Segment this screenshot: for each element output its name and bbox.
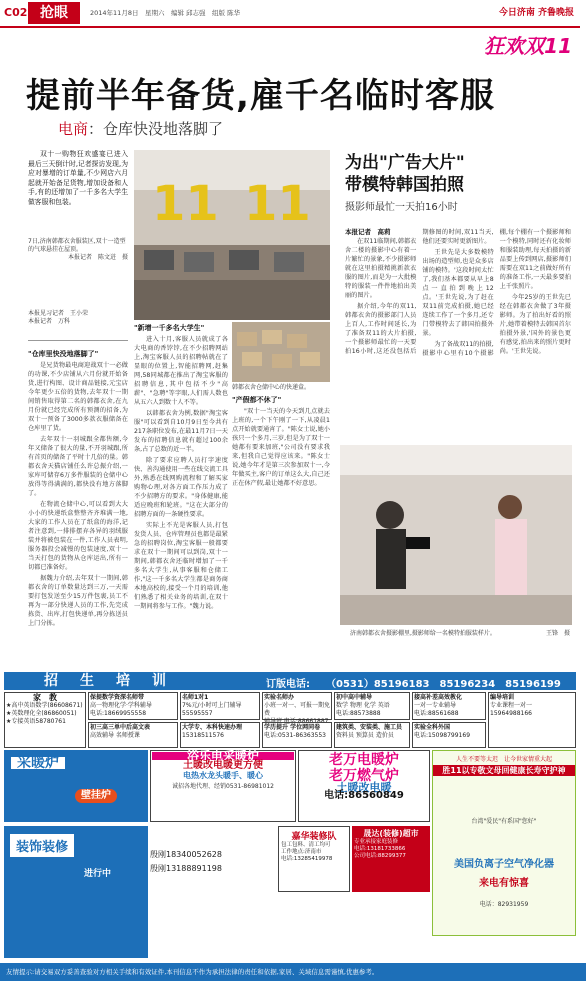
ad-deco-box: 装饰装修 进行中 [4, 826, 148, 958]
ad-school8: 大学专、本科快速办理 15318511576 [180, 722, 260, 748]
issue-meta: 2014年11月8日 星期六 编辑 邱志强 组版 陈华 [90, 9, 241, 17]
ad-school11: 实验全科外国 电话:15098799169 [412, 722, 486, 748]
main-headline: 提前半年备货,雇千名临时客服 [26, 76, 495, 116]
svg-text:11: 11 [152, 176, 219, 232]
ad-school1: 保提数学资深名师带 高一物理化学·学科辅导 电话:18669955558 [88, 692, 178, 720]
page-number: C02 [4, 6, 28, 19]
ads-banner [4, 672, 576, 690]
article2-title1: 为出"广告大片" [345, 153, 465, 173]
deco-phone2: 殷刚13188891198 [150, 864, 222, 873]
ad-school4: 初中高中辅导 数学 物理 化学 英语 电话:88573888 [334, 692, 410, 720]
lead-paragraph: 双十一购物狂欢盛宴已进入最后三天倒计时,记者探访发现,为应对暴增的订单量,不少网店六月起就开始备足货物,增加设备和人手,有的还增加了一千多名大学生做客服和包装。 [28, 150, 128, 206]
photo2-caption: 韩都衣舍仓储中心的快递盒。 [232, 384, 311, 391]
article2-headline-block [345, 152, 565, 213]
ad-heater-box: 采暖炉 壁挂炉 [4, 750, 148, 822]
page-footer: 友情提示:请交易双方妥善查验对方相关手续和有效证件,本刊信息不作为承担法律的责任和依据,家居、关域信息需谨慎,优惠参考。 [0, 963, 586, 981]
ads-phone: （0531）85196183 85196234 85196199 [326, 679, 561, 690]
brand-logo: 今日济南 齐鲁晚报 [498, 8, 574, 18]
ad-heater-old: 老万电暖炉 老万燃气炉 土暖改电暖 电话:86560849 [298, 750, 430, 822]
ad-school5: 接高补差高效教化 一对一专业辅导 电话:88561688 [412, 692, 486, 720]
subheadline: 电商：仓库快没地落脚了 [58, 120, 224, 138]
ad-school6: 编导培训 专业课程一对一 15964988166 [488, 692, 576, 748]
ad-jiahua: 嘉华装修队 包工包料、清工均可 工作地点:济南市 电话:13285419978 [278, 826, 350, 892]
ad-heater-mid: 浴乐电采暖炉 土暖改电暖更方便 电热水龙头暖手、暖心 诚招各地代理、经销0531-86981012 [150, 750, 296, 822]
photo3-caption: 济南韩都衣舍摄影棚里,摄影师给一名模特拍服装样片。 王锋 摄 [350, 630, 570, 637]
ad-air-purifier: 人生不要等太迟 让今世家情重大起 胜11以专敬文母回健康长寿守护神 台湾"爱民"有系国"您好" 美国负离子空气净化器 来电有惊喜 电话：82931959 [432, 750, 576, 936]
byline-block: 本报见习记者 王小荣 本报记者 万科 [28, 310, 89, 325]
ad-shengda: 晟达(装修)超市 专业承接家庭装修 电话:13181733866 公司电话:88299377 [352, 826, 430, 892]
warehouse-photo [134, 150, 330, 320]
ad-school2: 名师1对1 7%元/小时可上门辅导 55595557 [180, 692, 260, 720]
subhead-marker: 电商 [58, 120, 89, 138]
section-tab: 抢眼 [28, 2, 80, 24]
divider [28, 340, 128, 341]
section-tagline: 狂欢双11 [484, 34, 572, 58]
article1-column1: "仓库里快没地落脚了" 是兄货物最电商迎战双十一必做的功课,不少店铺从六月份就开始备货,进行构图、设计商品链接,元宝店今年更少五倍的货物,去年双十一期间销售取得第二名的韩都衣舍,在九月份就已经完成所有预测的招备,为双十一预备了3000多款衣服储备在仓库里了货。 去年双十一羽城跟全都售额,今年又储备了很大的量,不开羽城跟,所有首页的储备了平时十几倍的量。韩都衣舍天猫店铺任么许总振介绍,一家库可储存6万多件服装的仓储中心放得等得满满的,都快没有地方落脚了。 在物流仓储中心,可以看到大大小小的快递纸盒整整齐齐堆满一地,大家的工作人员在了纸盒的海洋,记者注意到,一排排摆弃各异的羽绒服装并将被包装在一件,工作人员表明,服务器投会减慢的包装速度,双十一当天打包的货物从仓库运出,所有一切都已准备好。 据魏力介绍,去年双十一期间,韩都衣舍的订单数量达到三万,一天需要打包发送至少15万件包裹,员工不再为一部分快递人员的工作,先完成拣货、出库,打包快递单,再分拣送员上门分拣。 [28, 350, 128, 627]
article1-column3: "产假都不休了" "双十一当天的今天到几点就去上班的,一个下午刚了一下,从凌晨1点开始就要通宵了。"陈女士说,她小孩只一个多月,三岁,但是为了双十一她都有要来加班,"公司没有要求我来,但我自己觉得应该来。"陈女士说,她今年才是第三次参加双十一,今年做买主,客户的订单这么大,自己还正在休产假,最让她都不好意思。 [232, 396, 330, 487]
article2-body: 本报记者 高莉 在双11临期间,韩都衣舍二楼的摄影中心有着一片繁忙的景象,不少摄影师就在这里拍摄精挑新款衣服的图片,而是为一大批模特的服装一件件地拍出美丽的图片。 据介绍,今年的双11,韩都衣舍的摄影部门人员上百人,工作时间延长,为了准备双11的大片拍摄,一个摄影师最忙的一天要拍16小时,这还没包括后期修图的时间,双11当天,他们还要实时更新图片。 王世先是大多数模特出场的造型师,也是众多店铺的模特。'这段时间太忙了,我们基本都要从早上8点一直拍到晚上12点。'王世先说,为了赶在双11前完成拍摄,她已经连续工作了一个多月,还专门带模特去了韩国拍摄外景。 为了备战双11的拍摄,摄影中心里有10个摄影棚,每个棚有一个摄影师和一个模特,同时还有化妆师和服装助理,每天拍摄的新品要上传到网店,摄影师们需要在双11之前做好所有的准备工作,一天最多要拍上千张照片。 今年25岁的王世先已经在韩都衣舍做了3年摄影师。为了拍出好看的照片,她带着模特去韩国首尔拍摄外景,'国外的景色更有感觉,拍出来的照片更时尚。'王世先说。 [345, 228, 571, 357]
ad-school7: 初三高三单中后高文表 高效辅导 名师授课 [88, 722, 178, 748]
parcels-photo [232, 322, 330, 382]
ad-school10: 建筑类、安装类、施工员 资料员 预算员 造价员 [334, 722, 410, 748]
page-header [0, 0, 580, 28]
subhead-text: 仓库快没地落脚了 [103, 120, 224, 138]
ad-school3: 实验名师办 小班一对一、可报一期免费 辅导班 电话:88661887 [264, 694, 331, 725]
photo1-caption: 7日,济南韩都衣舍服装区,双十一造型的气球悬挂在屋顶。 本报记者 陈文迸 摄 [28, 238, 128, 261]
article2-deck: 摄影师最忙一天拍16小时 [345, 202, 458, 213]
ads-phone-label: 订版电话: [266, 679, 310, 690]
ad-tutor: 家 教 ★高中英语数学(86608671) ★英数理化全(86860051) ★专接英语58780761 [4, 692, 86, 748]
ad-school9: 学历提升 学位网同卷 电话:0531-86363553 [262, 722, 332, 748]
article1-column2: "新增一千多名大学生" 进入十月,客服人员就成了各大电商的香饽饽,在不少招聘网站上,淘宝客服人员的招聘帖就在了显眼的位置上,智能招聘网,赶集网,58同城都在推出了淘宝客服的招聘信息,其中包括不少"高薪"、"急聘"等字眼,人们需人数也从五六人到数十人不等。 以韩都衣舍为例,数据"淘宝客服"可以看到自10月9日至今共有217条职位发布,在最11月7日一天发布的招聘信息就有超过100余条,占了总数的近一半。 除了要求应聘人员打字速度快、善沟通使用一些在线交流工具外,熟悉在线网购流程和了解买家购物心理,对各方面工作压力成了不少招聘方的要求。"身体健康,能适应晚班和轮班。"这在大部分的招聘方面的一条硬性要求。 实际上不光是客服人员,打包发货人员、仓库管理员也都是最紧急的招聘岗位,淘宝客服一般都要求在双十一期间可以到岗,双十一期间,韩都衣舍还临时增加了一千多名大学生,从事客服和仓储工作,"这一千多名大学生都是商务商本地高校的,接受一个月的培训,他们熟悉了相关业务的培训,在双十一期间将参与工作。"魏力说。 [134, 324, 228, 610]
article2-title2: 带模特韩国拍照 [345, 175, 464, 195]
studio-photo [340, 445, 572, 625]
deco-phone1: 殷刚18340052628 [150, 850, 222, 859]
svg-text:11: 11 [244, 176, 311, 232]
ads-banner-title: 招 生 培 训 [44, 673, 170, 689]
ad-deco-phones [150, 848, 276, 958]
